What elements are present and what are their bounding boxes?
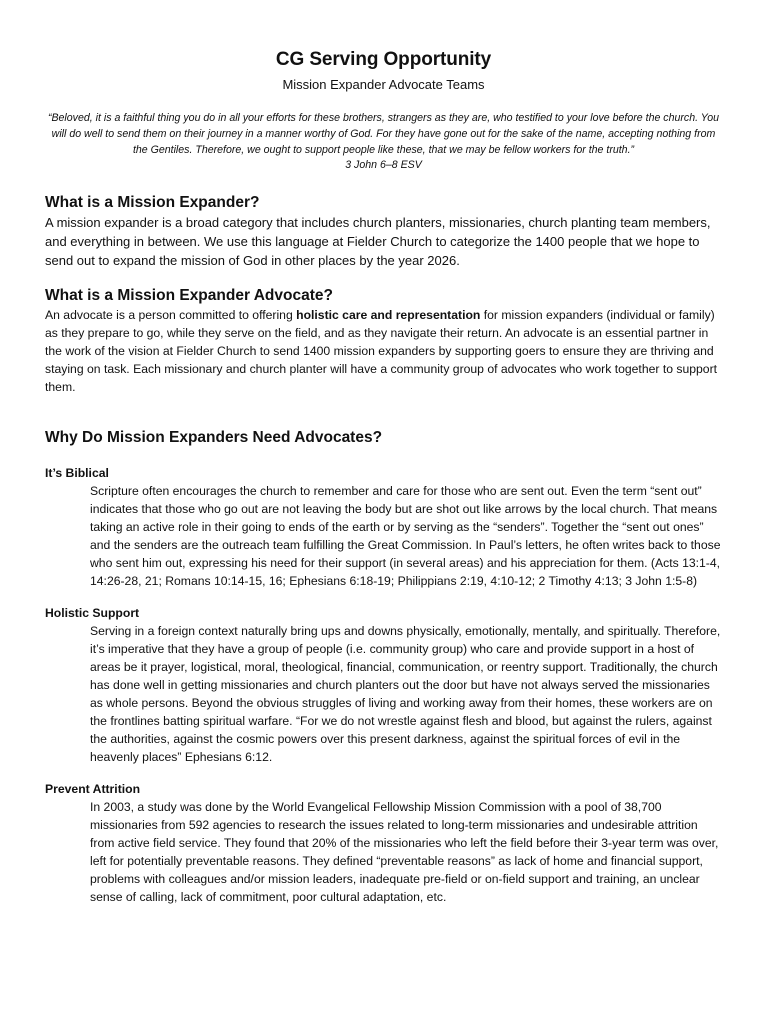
section-heading-mission-expander: What is a Mission Expander? [45,194,260,211]
page-subtitle: Mission Expander Advocate Teams [282,77,485,92]
page-title: CG Serving Opportunity [275,49,492,70]
subheading-holistic-support: Holistic Support [45,606,140,620]
advocate-text-end: for mission expanders (individual or family) as they prepare to go, while they serve on the field, and as they navigate their return. An advocate is an essential partner in the work of the vision at Fielder Church to send 1400 mission expanders by supporting goers to ensure they are thriving and staying on task. Each missionary and church planter will have a community group of advocates who work together to support them. [45,308,718,394]
advocate-text-start: An advocate is a person committed to offering [45,308,297,322]
mission-expander-definition: A mission expander is a broad category that includes church planters, missionaries, church planting team members, and everything in between. We use this language at Fielder Church to categorize the 1400 people that we hope to send out to expand the mission of God in other places by the year 2026. [45,215,711,268]
holistic-support-paragraph: Serving in a foreign context naturally bring ups and downs physically, emotionally, mentally, and spiritually. Therefore, it’s imperative that they have a group of people (i.e. community group) who care and provide support in a host of areas be it prayer, logistical, moral, theological, financial, communication, or reentry support. Traditionally, the church has done well in getting missionaries and church planters out the door but have not always served the missionaries as whole persons. Beyond the obvious struggles of living and working away from their homes, these workers are on the frontlines batting spiritual warfare. “For we do not wrestle against flesh and blood, but against the rulers, against the authorities, against the cosmic powers over this present darkness, against the spiritual forces of evil in the heavenly places” Ephesians 6:12. [90,624,721,764]
section-heading-why-advocates: Why Do Mission Expanders Need Advocates? [45,429,383,446]
scripture-reference: 3 John 6–8 ESV [345,159,422,171]
section-heading-advocate: What is a Mission Expander Advocate? [45,287,333,304]
biblical-paragraph: Scripture often encourages the church to remember and care for those who are sent out. Even the term “sent out” indicates that those who go out are not leaving the body but are shot out like arrows by the local church. That means taking an active role in their going to ends of the earth or by serving as the “senders”. Together the “sent out ones” and the senders are the outreach team fulfilling the Great Commission. In Paul’s letters, he often writes back to those who sent him out, expressing his need for their support (in several areas) and his appreciation for them. (Acts 13:1-4, 14:26-28, 21; Romans 10:14-15, 16; Ephesians 6:18-19; Philippians 2:19, 4:10-12; 2 Timothy 4:13; 3 John 1:5-8) [90,484,721,588]
scripture-quote: “Beloved, it is a faithful thing you do in all your efforts for these brothers, strangers as they are, who testified to your love before the church. You will do well to send them on their journey in a manner worthy of God. For they have gone out for the sake of the name, accepting nothing from the Gentiles. Therefore, we ought to support people like these, that we may be fellow workers for the truth.” [47,112,720,156]
prevent-attrition-paragraph: In 2003, a study was done by the World Evangelical Fellowship Mission Commission with a pool of 38,700 missionaries from 592 agencies to research the issues related to long-term missionaries and undesirable attrition from active field service. They found that 20% of the missionaries who left the field before their 3-year term was over, left for potentially preventable reasons. They defined “preventable reasons” as lack of home and financial support, problems with colleagues and/or mission leaders, inadequate pre-field or on-field support and training, an unclear sense of calling, lack of commitment, poor cultural adaptation, etc. [90,800,719,904]
advocate-definition [45,306,722,396]
subheading-biblical: It’s Biblical [45,466,109,480]
subheading-prevent-attrition: Prevent Attrition [45,782,141,796]
advocate-emphasis: holistic care and representation [296,308,481,322]
